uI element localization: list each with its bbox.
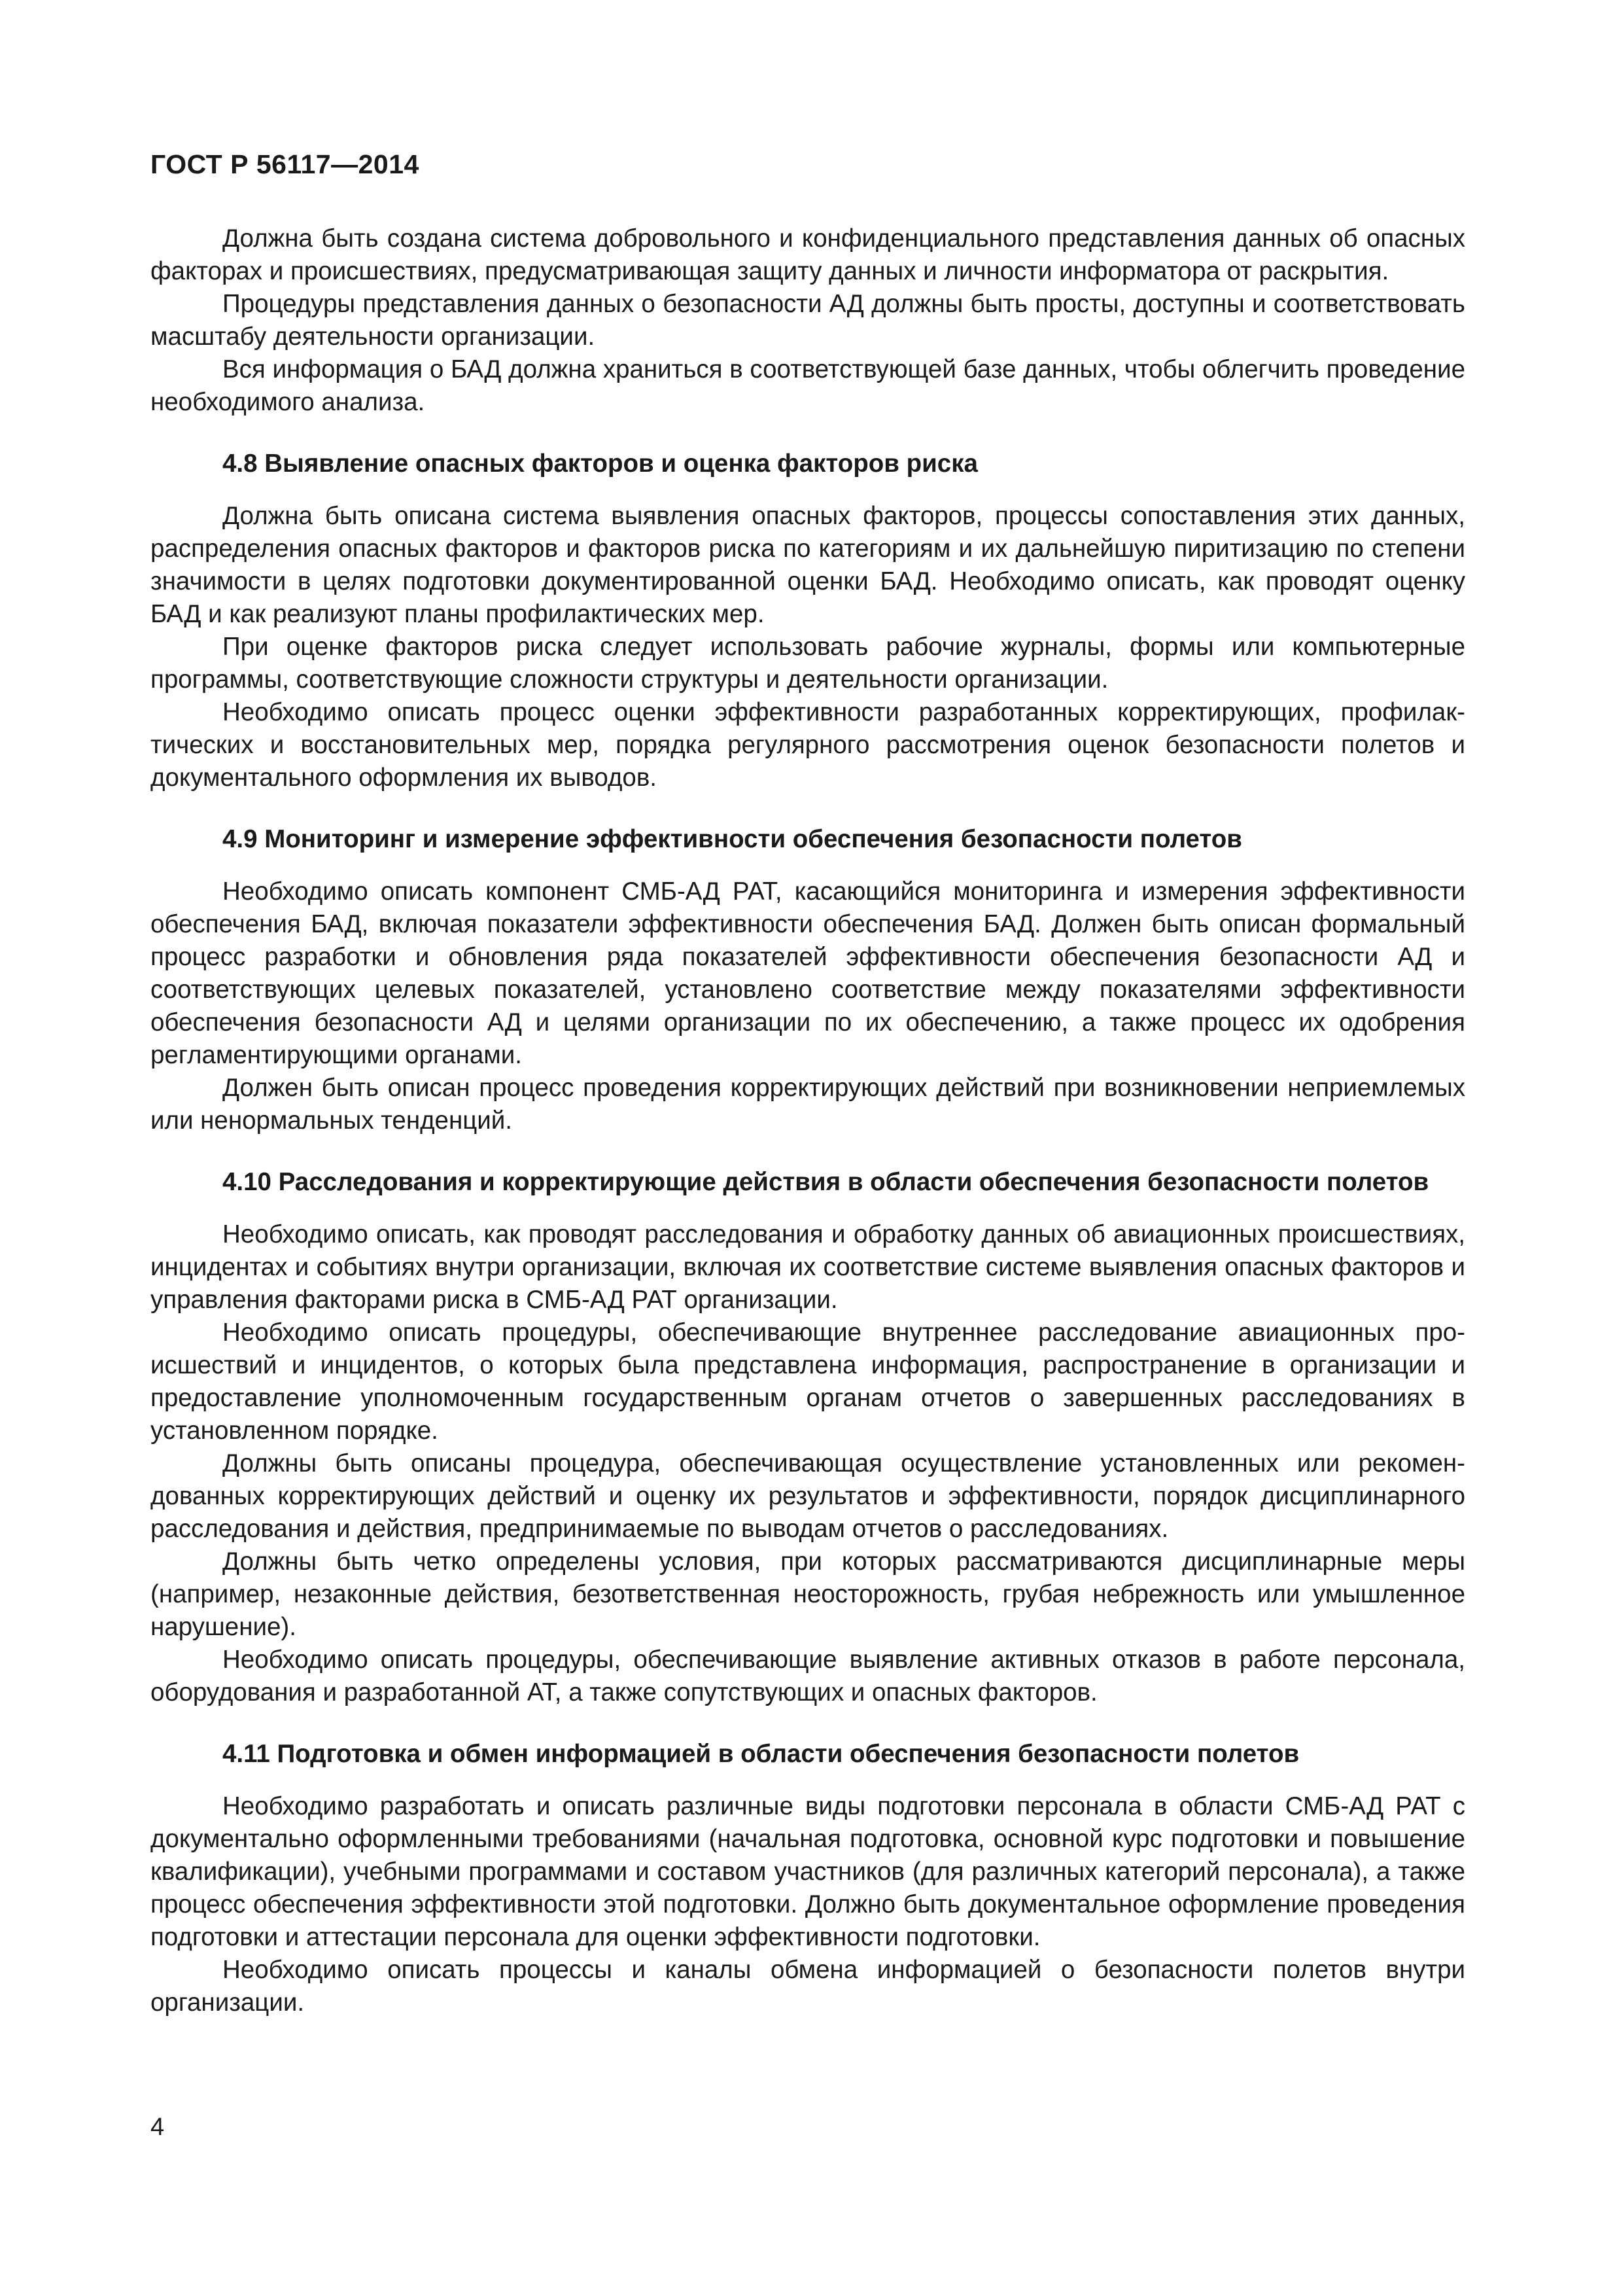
paragraph: Процедуры представления данных о безопасности АД должны быть просты, доступны и соответствовать масштабу деятельности организации. <box>150 290 1465 351</box>
section-heading-4-9: 4.9 Мониторинг и измерение эффективности обеспечения безопасности полетов <box>222 825 1242 853</box>
paragraph: Необходимо описать процедуры, обеспечивающие внутреннее расследование авиационных происшествий и инцидентов, о которых была представлена информация, распространение в организации и предоставление уполномоченным государственным органам отчетов о завершенных расследованиях в установленном порядке. <box>150 1318 1465 1445</box>
paragraph: При оценке факторов риска следует использовать рабочие журналы, формы или компьютерные программы, соответствующие сложности структуры и деятельности организации. <box>150 633 1465 694</box>
paragraph: Необходимо описать компонент СМБ-АД РАТ, касающийся мониторинга и измерения эффективности обеспечения БАД, включая показатели эффективности обеспечения БАД. Должен быть описан формальный процесс разработки и обновления ряда показателей эффективности обеспечения безопасности АД и соответствующих целевых показателей, установлено соответствие между показателями эффективности обеспечения безопасности АД и целями организации по их обеспечению, а также процесс их одобрения регламентирующими органами. <box>150 877 1465 1069</box>
paragraph: Должен быть описан процесс проведения корректирующих действий при возникновении неприемлемых или ненормальных тенденций. <box>150 1074 1465 1135</box>
paragraph: Необходимо описать процедуры, обеспечивающие выявление активных отказов в работе персонала, оборудования и разработанной АТ, а также сопутствующих и опасных факторов. <box>150 1646 1465 1706</box>
section-heading-4-10: 4.10 Расследования и корректирующие действия в области обеспечения безопасности полетов <box>222 1168 1429 1196</box>
paragraph: Необходимо описать процессы и каналы обмена информацией о безопасности полетов внутри организации. <box>150 1956 1465 2017</box>
paragraph: Необходимо описать процесс оценки эффективности разработанных корректирующих, профилактических и восстановительных мер, порядка регулярного рассмотрения оценок безопасности полетов и документального оформления их выводов. <box>150 698 1465 792</box>
paragraph: Необходимо разработать и описать различные виды подготовки персонала в области СМБ-АД РАТ с документально оформленными требованиями (начальная подготовка, основной курс подготовки и повышение квалификации), учебными программами и составом участников (для различных категорий персонала), а также процесс обеспечения эффективности этой подготовки. Должно быть документальное оформление проведения подготовки и аттестации персонала для оценки эффективности подготовки. <box>150 1792 1465 1951</box>
paragraph: Должны быть четко определены условия, при которых рассматриваются дисциплинарные меры (например, незаконные действия, безответственная неосторожность, грубая небрежность или умышленное нарушение). <box>150 1547 1465 1641</box>
document-body <box>150 222 1465 2019</box>
paragraph: Должна быть описана система выявления опасных факторов, процессы сопоставления этих данных, распределения опасных факторов и факторов риска по категориям и их дальнейшую пиритизацию по степени значимости в целях подготовки документированной оценки БАД. Необходимо описать, как проводят оценку БАД и как реализуют планы профилактических мер. <box>150 502 1465 628</box>
paragraph: Вся информация о БАД должна храниться в соответствующей базе данных, чтобы облегчить проведение необходимого анализа. <box>150 355 1465 416</box>
section-heading-4-8: 4.8 Выявление опасных факторов и оценка факторов риска <box>222 450 978 478</box>
page-number: 4 <box>150 2113 165 2141</box>
document-id-header: ГОСТ Р 56117—2014 <box>150 149 419 179</box>
paragraph: Должны быть описаны процедура, обеспечивающая осуществление установленных или рекомендованных корректирующих действий и оценку их результатов и эффективности, порядок дисциплинарного расследования и действия, предпринимаемые по выводам отчетов о расследованиях. <box>150 1449 1465 1543</box>
paragraph: Должна быть создана система добровольного и конфиденциального представления данных об опасных факторах и происшествиях, предусматривающая защиту данных и личности информатора от раскрытия. <box>150 224 1465 285</box>
section-heading-4-11: 4.11 Подготовка и обмен информацией в области обеспечения безопасности полетов <box>222 1740 1300 1768</box>
paragraph: Необходимо описать, как проводят расследования и обработку данных об авиационных происшествиях, инцидентах и событиях внутри организации, включая их соответствие системе выявления опасных факторов и управления факторами риска в СМБ-АД РАТ организации. <box>150 1220 1465 1314</box>
